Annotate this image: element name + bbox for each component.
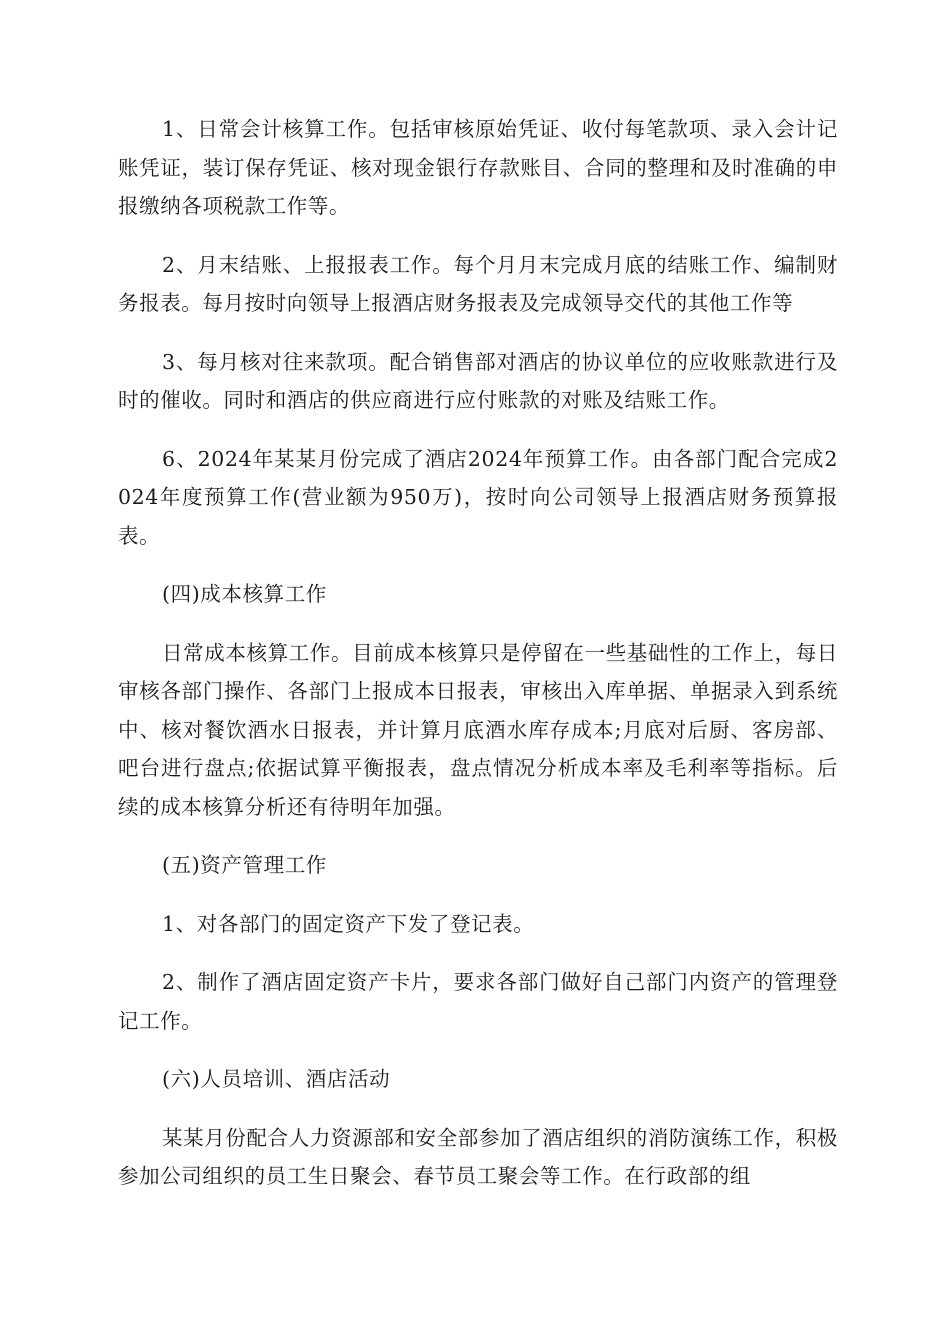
paragraph-budget-work: 6、2024年某某月份完成了酒店2024年预算工作。由各部门配合完成2024年度预算工作(营业额为950万)，按时向公司领导上报酒店财务预算报表。 <box>118 446 838 548</box>
paragraph-month-end-closing: 2、月末结账、上报报表工作。每个月月末完成月底的结账工作、编制财务报表。每月按时向领导上报酒店财务报表及完成领导交代的其他工作等 <box>118 252 838 315</box>
paragraph-cost-accounting: 日常成本核算工作。目前成本核算只是停留在一些基础性的工作上，每日审核各部门操作、各部门上报成本日报表，审核出入库单据、单据录入到系统中、核对餐饮酒水日报表，并计算月底酒水库存成本;月底对后厨、客房部、吧台进行盘点;依据试算平衡报表，盘点情况分析成本率及毛利率等指标。后续的成本核算分析还有待明年加强。 <box>118 640 838 819</box>
section-heading-asset-management: (五)资产管理工作 <box>162 853 327 877</box>
paragraph-training-activities: 某某月份配合人力资源部和安全部参加了酒店组织的消防演练工作，积极参加公司组织的员工生日聚会、春节员工聚会等工作。在行政部的组 <box>118 1125 838 1188</box>
paragraph-monthly-reconciliation: 3、每月核对往来款项。配合销售部对酒店的协议单位的应收账款进行及时的催收。同时和酒店的供应商进行应付账款的对账及结账工作。 <box>118 349 838 412</box>
section-heading-training-activities: (六)人员培训、酒店活动 <box>162 1067 391 1091</box>
paragraph-asset-cards: 2、制作了酒店固定资产卡片，要求各部门做好自己部门内资产的管理登记工作。 <box>118 970 838 1033</box>
paragraph-asset-registration: 1、对各部门的固定资产下发了登记表。 <box>162 911 535 936</box>
paragraph-daily-accounting: 1、日常会计核算工作。包括审核原始凭证、收付每笔款项、录入会计记账凭证，装订保存凭证、核对现金银行存款账目、合同的整理和及时准确的申报缴纳各项税款工作等。 <box>118 117 838 218</box>
section-heading-cost-accounting: (四)成本核算工作 <box>162 582 327 606</box>
document-page <box>118 110 838 1216</box>
